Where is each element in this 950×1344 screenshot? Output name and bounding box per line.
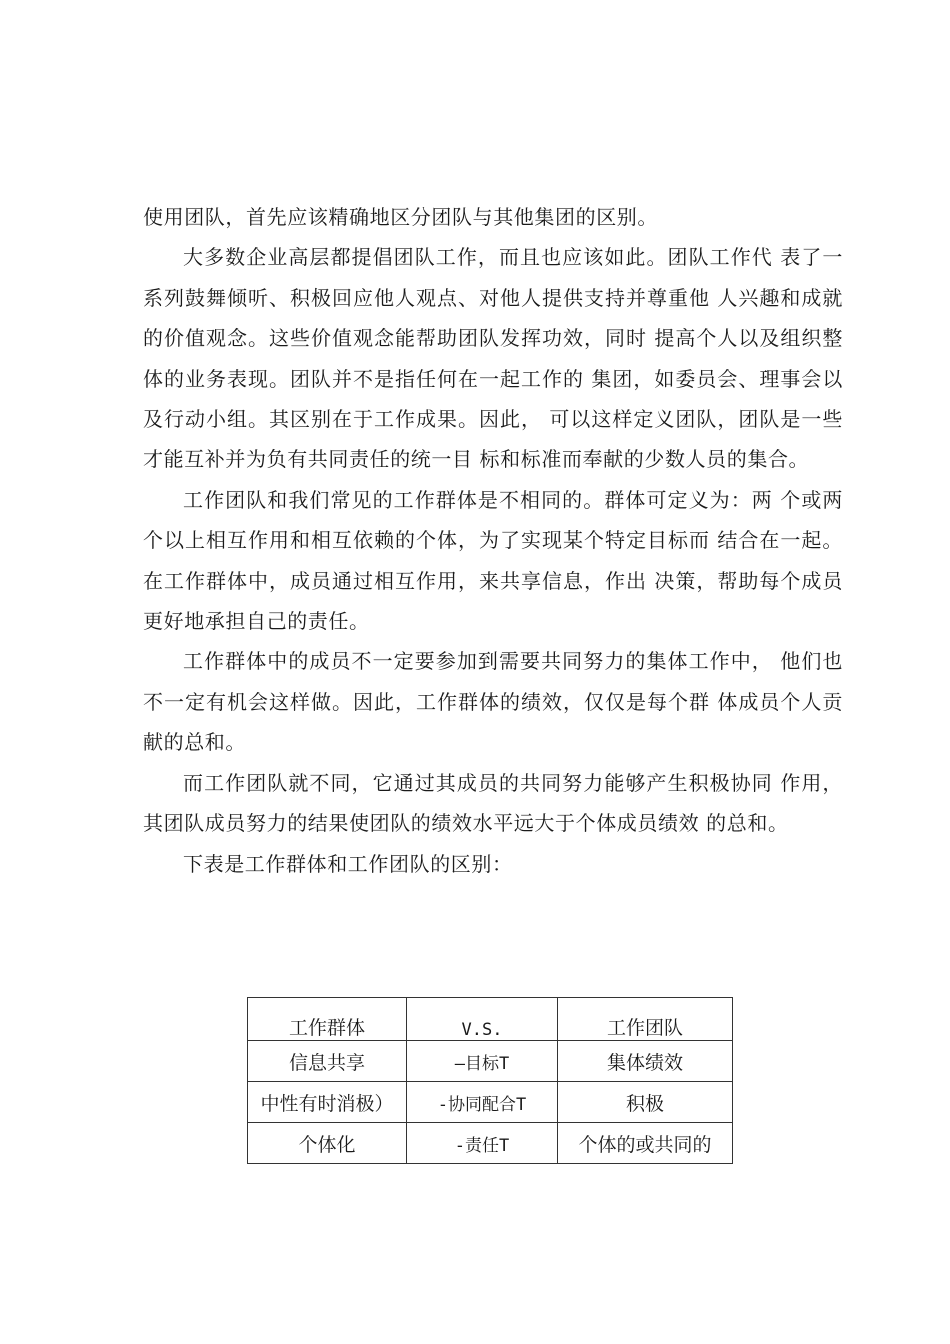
header-cell-group: 工作群体 — [248, 998, 407, 1041]
paragraph-3: 工作团队和我们常见的工作群体是不相同的。群体可定义为：两 个或两个以上相互作用和相互依赖的个体，为了实现某个特定目标而 结合在一起。在工作群体中，成员通过相互作用，来共享信息，作出 决策，帮助每个成员更好地承担自己的责任。 — [143, 487, 843, 634]
paragraph-1: 使用团队，首先应该精确地区分团队与其他集团的区别。 — [143, 205, 658, 229]
table-caption: 下表是工作群体和工作团队的区别： — [183, 851, 513, 876]
body-text — [143, 197, 843, 884]
table-row — [248, 1041, 733, 1082]
paragraph-5: 而工作团队就不同，它通过其成员的共同努力能够产生积极协同 作用，其团队成员努力的结果使团队的绩效水平远大于个体成员绩效 的总和。 — [143, 770, 843, 836]
table-cell: -协同配合T — [407, 1082, 558, 1123]
table-cell: 个体化 — [248, 1123, 407, 1164]
table-cell: 集体绩效 — [558, 1041, 733, 1082]
table-cell: 个体的或共同的 — [558, 1123, 733, 1164]
table-row — [248, 1082, 733, 1123]
table-header-row — [248, 998, 733, 1041]
comparison-table — [247, 997, 733, 1164]
paragraph-2: 大多数企业高层都提倡团队工作，而且也应该如此。团队工作代 表了一系列鼓舞倾听、积极回应他人观点、对他人提供支持并尊重他 人兴趣和成就的价值观念。这些价值观念能帮助团队发挥功效，同时 提高个人以及组织整体的业务表现。团队并不是指任何在一起工作的 集团，如委员会、理事会以及行动小组。其区别在于工作成果。因此， 可以这样定义团队，团队是一些才能互补并为负有共同责任的统一目 标和标准而奉献的少数人员的集合。 — [143, 245, 843, 472]
table-cell: 中性有时消极） — [248, 1082, 407, 1123]
table-cell: 信息共享 — [248, 1041, 407, 1082]
table-cell: -责任T — [407, 1123, 558, 1164]
header-cell-vs: V.S. — [407, 998, 558, 1041]
comparison-table-container — [247, 997, 733, 1164]
table-cell: —目标T — [407, 1041, 558, 1082]
header-cell-team: 工作团队 — [558, 998, 733, 1041]
table-cell: 积极 — [558, 1082, 733, 1123]
paragraph-4: 工作群体中的成员不一定要参加到需要共同努力的集体工作中， 他们也不一定有机会这样做。因此，工作群体的绩效，仅仅是每个群 体成员个人贡献的总和。 — [143, 649, 843, 755]
table-row — [248, 1123, 733, 1164]
